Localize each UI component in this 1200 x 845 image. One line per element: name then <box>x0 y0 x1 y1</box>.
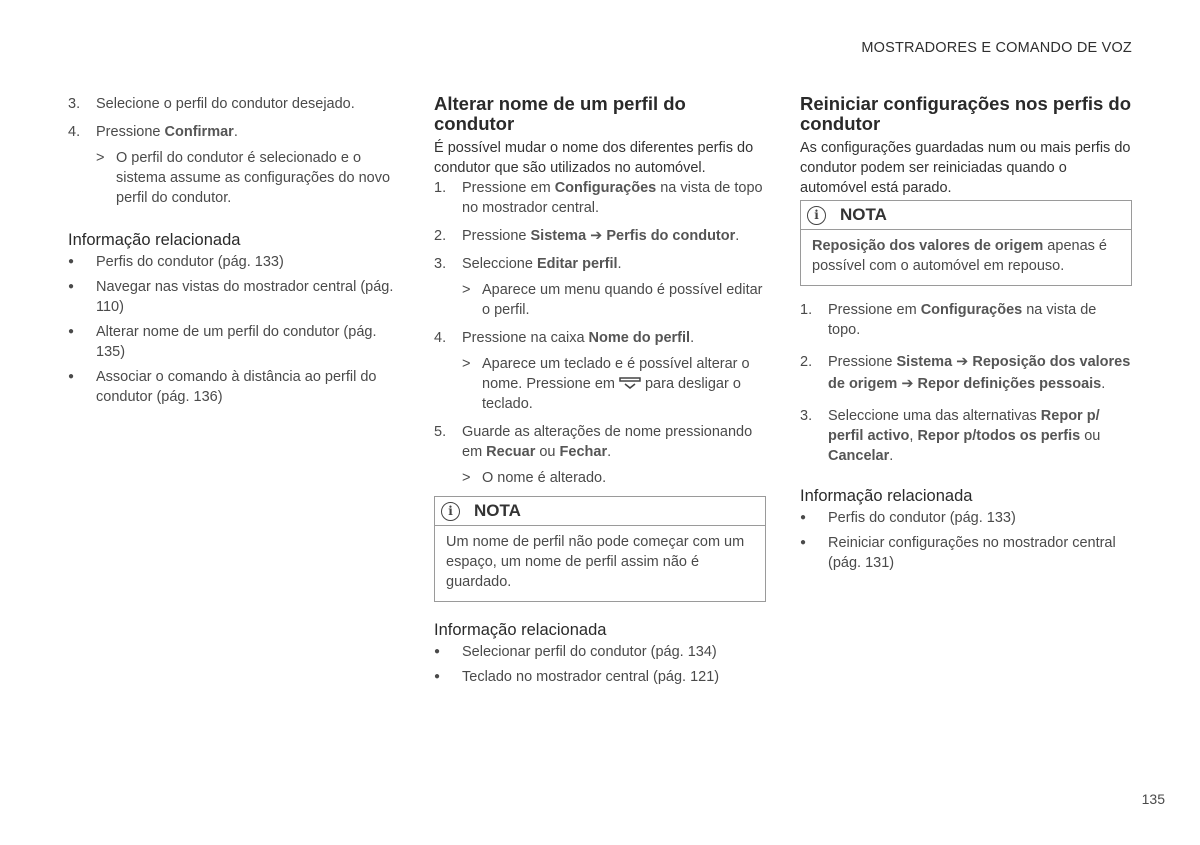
related-link[interactable]: ● Perfis do condutor (pág. 133) <box>800 510 1016 526</box>
step-result: > O perfil do condutor é selecionado e o sistema assume as configurações do novo perfil do condutor. <box>96 150 391 206</box>
related-list <box>800 508 1132 573</box>
column-2 <box>434 94 766 692</box>
step-2: 2. Pressione Sistema ➔ Reposição dos valores de origem ➔ Repor definições pessoais. <box>800 354 1131 392</box>
step-1: 1. Pressione em Configurações na vista de topo. <box>800 302 1097 338</box>
related-list <box>68 252 398 407</box>
step-4: 4. Pressione na caixa Nome do perfil. <box>434 330 695 346</box>
section-intro: É possível mudar o nome dos diferentes perfis do condutor que são utilizados no automóvel. <box>434 140 754 176</box>
step-4: 4. Pressione Confirmar. <box>68 124 238 140</box>
related-info-heading: Informação relacionada <box>434 621 607 639</box>
step-result: > O nome é alterado. <box>462 470 607 486</box>
related-link[interactable]: ● Alterar nome de um perfil do condutor (pág. 135) <box>68 324 377 360</box>
info-icon: i <box>807 206 826 225</box>
section-title: Alterar nome de um perfil do condutor <box>434 93 686 134</box>
step-3: 3. Seleccione uma das alternativas Repor p/ perfil activo, Repor p/todos os perfis ou Cancelar. <box>800 408 1101 464</box>
note-text: Um nome de perfil não pode começar com um espaço, um nome de perfil assim não é guardado. <box>446 534 745 590</box>
note-header: i NOTA <box>435 497 765 526</box>
note-box <box>800 200 1132 286</box>
step-1: 1. Pressione em Configurações na vista de topo no mostrador central. <box>434 180 763 216</box>
related-link[interactable]: ● Perfis do condutor (pág. 133) <box>68 254 284 270</box>
related-link[interactable]: ● Selecionar perfil do condutor (pág. 134) <box>434 644 717 660</box>
related-link[interactable]: ● Navegar nas vistas do mostrador central (pág. 110) <box>68 279 394 315</box>
related-link[interactable]: ● Associar o comando à distância ao perfil do condutor (pág. 136) <box>68 369 377 405</box>
column-3 <box>800 94 1132 578</box>
related-link[interactable]: ● Teclado no mostrador central (pág. 121) <box>434 669 720 685</box>
step-5: 5. Guarde as alterações de nome pressionando em Recuar ou Fechar. <box>434 424 753 460</box>
section-intro: As configurações guardadas num ou mais perfis do condutor podem ser reiniciadas quando o automóvel está parado. <box>800 140 1131 196</box>
column-1 <box>68 94 398 412</box>
note-box <box>434 496 766 602</box>
info-icon: i <box>441 502 460 521</box>
step-3: 3. Seleccione Editar perfil. <box>434 256 622 272</box>
step-result: > Aparece um menu quando é possível editar o perfil. <box>462 282 763 318</box>
step-3: 3. Selecione o perfil do condutor desejado. <box>68 96 355 112</box>
note-header: i NOTA <box>801 201 1131 230</box>
arrow-right-icon: ➔ <box>956 354 969 370</box>
related-link[interactable]: ● Reiniciar configurações no mostrador central (pág. 131) <box>800 535 1116 571</box>
page-header: MOSTRADORES E COMANDO DE VOZ <box>861 40 1132 56</box>
page-number: 135 <box>1141 791 1165 807</box>
related-info-heading: Informação relacionada <box>68 231 241 249</box>
step-result: > Aparece um teclado e é possível alterar o nome. Pressione em para desligar o teclado. <box>462 356 750 412</box>
keyword-confirmar: Confirmar <box>164 124 234 140</box>
section-title: Reiniciar configurações nos perfis do condutor <box>800 93 1132 134</box>
keyboard-hide-icon <box>619 377 641 390</box>
related-list <box>434 642 766 687</box>
arrow-right-icon: ➔ <box>590 228 603 244</box>
arrow-right-icon: ➔ <box>901 376 914 392</box>
related-info-heading: Informação relacionada <box>800 487 973 505</box>
step-2: 2. Pressione Sistema ➔ Perfis do condutor. <box>434 228 740 244</box>
note-text: Reposição dos valores de origem apenas é possível com o automóvel em repouso. <box>812 238 1107 274</box>
